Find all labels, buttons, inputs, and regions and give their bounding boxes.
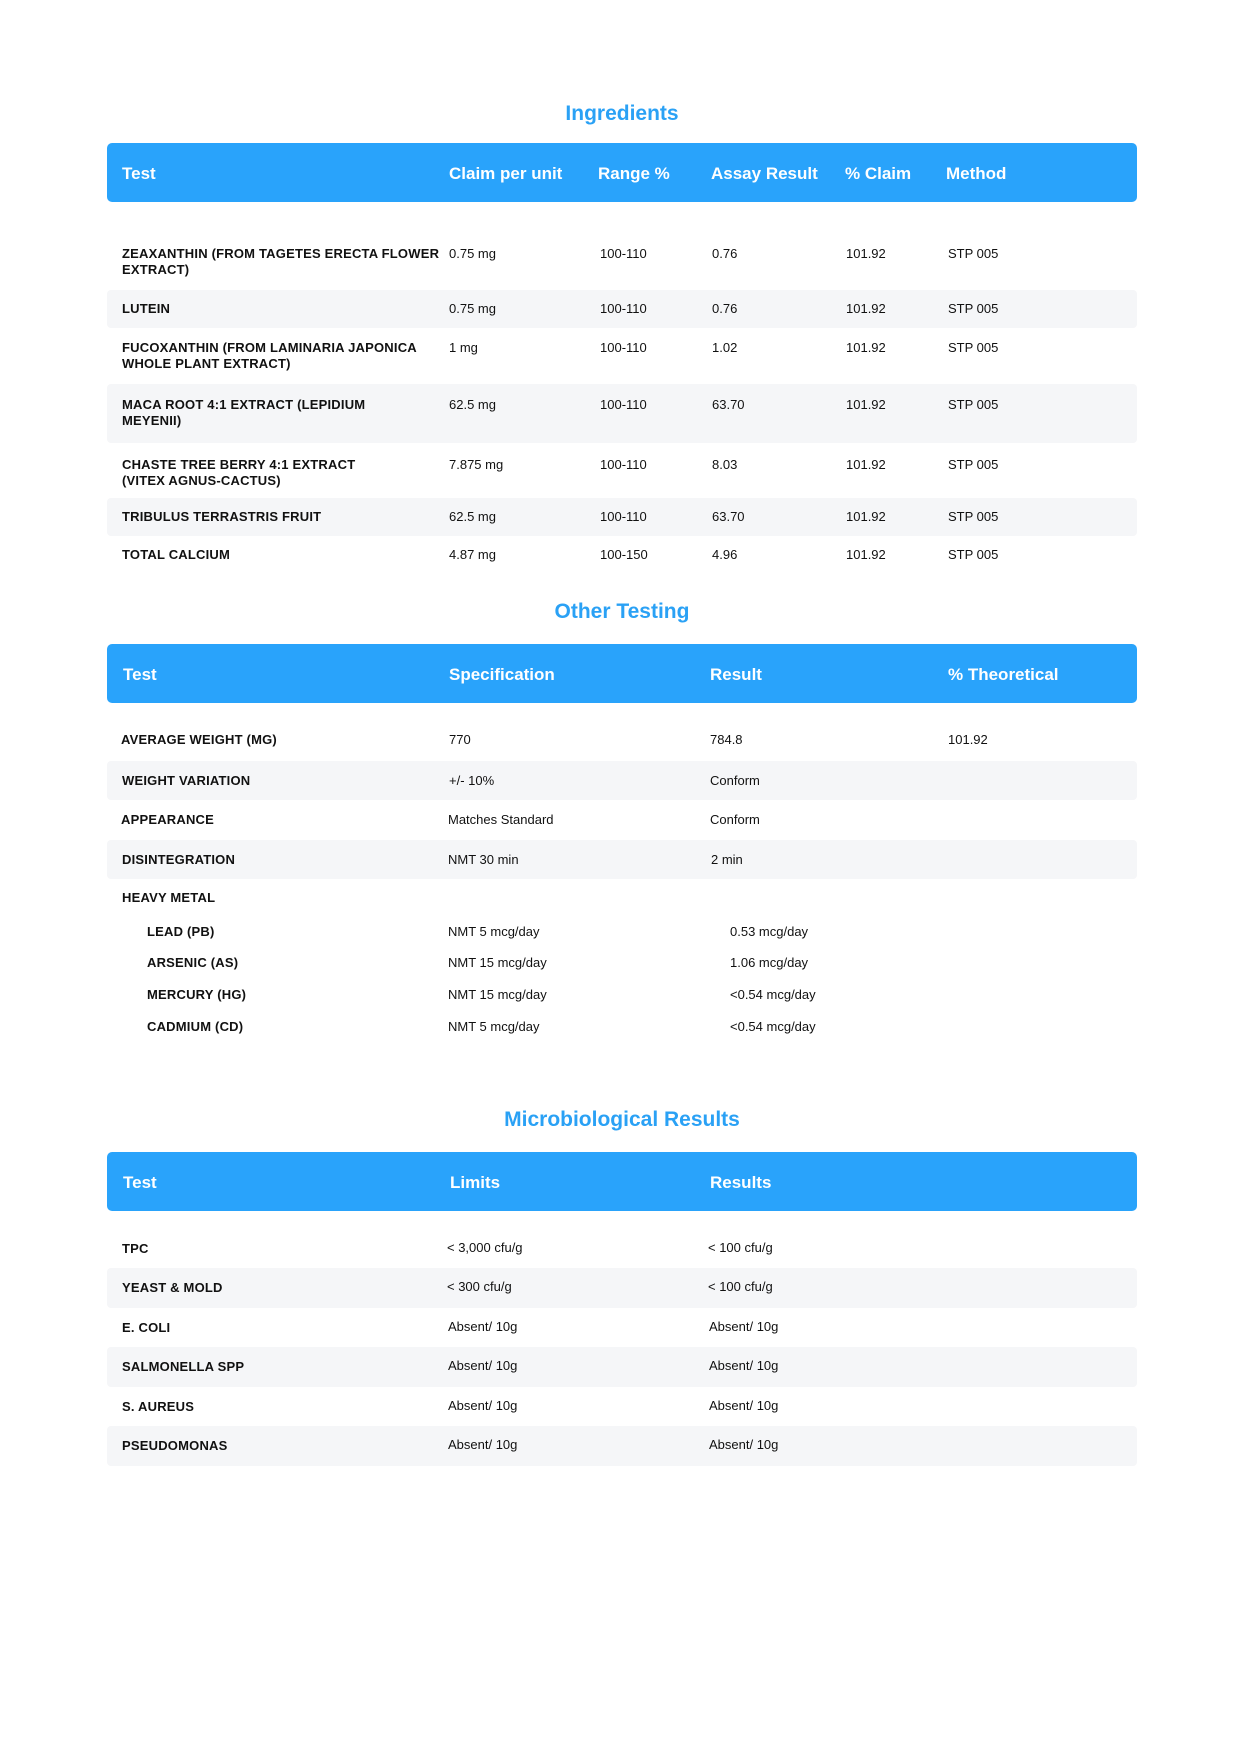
range: 100-110 <box>600 457 647 472</box>
other-testing-section <box>107 600 1137 1060</box>
result: < 100 cfu/g <box>708 1279 773 1294</box>
microbiological-title: Microbiological Results <box>504 1108 740 1131</box>
result: Absent/ 10g <box>709 1358 779 1373</box>
table-row <box>107 1268 1137 1308</box>
claim-per-unit: 7.875 mg <box>449 457 504 472</box>
heavy-metal-name: CADMIUM (CD) <box>147 1019 244 1034</box>
claim-per-unit: 0.75 mg <box>449 246 496 261</box>
heavy-metal-result: 1.06 mcg/day <box>730 955 809 970</box>
limit: Absent/ 10g <box>448 1358 518 1373</box>
table-row <box>107 1426 1137 1466</box>
table-row <box>107 1230 1137 1268</box>
table-row <box>107 498 1137 536</box>
limit: < 300 cfu/g <box>447 1279 512 1294</box>
col-result: Result <box>710 665 762 684</box>
result: 2 min <box>711 852 743 867</box>
assay-result: 63.70 <box>712 509 745 524</box>
specification: +/- 10% <box>449 773 495 788</box>
heavy-metal-row <box>107 917 1137 949</box>
heavy-metal-name: MERCURY (HG) <box>147 987 247 1002</box>
col-limits: Limits <box>450 1173 501 1192</box>
table-row <box>107 840 1137 879</box>
ingredient-name: MACA ROOT 4:1 EXTRACT (LEPIDIUM MEYENII) <box>122 397 366 428</box>
method: STP 005 <box>948 246 999 261</box>
heavy-metal-result: 0.53 mcg/day <box>730 924 809 939</box>
test-name: DISINTEGRATION <box>122 852 236 867</box>
assay-result: 63.70 <box>712 397 745 412</box>
table-row <box>107 1387 1137 1426</box>
assay-result: 0.76 <box>712 246 738 261</box>
heavy-metal-row <box>107 949 1137 981</box>
col-test: Test <box>123 665 157 684</box>
heavy-metal-result: <0.54 mcg/day <box>730 987 816 1002</box>
limit: Absent/ 10g <box>448 1437 518 1452</box>
test-name: HEAVY METAL <box>122 890 216 905</box>
test-name: PSEUDOMONAS <box>122 1438 228 1453</box>
range: 100-150 <box>600 547 648 562</box>
table-row <box>107 800 1137 840</box>
claim-per-unit: 0.75 mg <box>449 301 496 316</box>
test-name: E. COLI <box>122 1320 171 1335</box>
percent-theoretical: 101.92 <box>948 732 988 747</box>
heavy-metal-name: LEAD (PB) <box>147 924 215 939</box>
col-test: Test <box>123 1173 157 1192</box>
specification: Matches Standard <box>448 812 554 827</box>
result: < 100 cfu/g <box>708 1240 773 1255</box>
ingredients-title: Ingredients <box>565 102 679 125</box>
table-row <box>107 879 1137 917</box>
claim-per-unit: 62.5 mg <box>449 509 496 524</box>
table-row <box>107 761 1137 800</box>
range: 100-110 <box>600 340 647 355</box>
specification: 770 <box>449 732 471 747</box>
claim-per-unit: 1 mg <box>449 340 478 355</box>
result: Absent/ 10g <box>709 1319 779 1334</box>
range: 100-110 <box>600 246 647 261</box>
heavy-metal-spec: NMT 5 mcg/day <box>448 1019 540 1034</box>
method: STP 005 <box>948 509 999 524</box>
microbiological-header <box>107 1152 1137 1211</box>
table-row <box>107 328 1137 384</box>
assay-result: 0.76 <box>712 301 738 316</box>
table-row <box>107 536 1137 574</box>
result: 784.8 <box>710 732 743 747</box>
range: 100-110 <box>600 509 647 524</box>
table-row <box>107 443 1137 498</box>
method: STP 005 <box>948 457 999 472</box>
test-name: TPC <box>122 1241 149 1256</box>
assay-result: 8.03 <box>712 457 738 472</box>
col-percent-theoretical: % Theoretical <box>948 665 1059 684</box>
heavy-metal-result: <0.54 mcg/day <box>730 1019 816 1034</box>
ingredient-name: TOTAL CALCIUM <box>122 547 231 562</box>
percent-claim: 101.92 <box>846 457 886 472</box>
table-row <box>107 230 1137 278</box>
claim-per-unit: 62.5 mg <box>449 397 496 412</box>
ingredient-name: FUCOXANTHIN (FROM LAMINARIA JAPONICA WHOLE PLANT EXTRACT) <box>122 340 417 371</box>
col-range: Range % <box>598 164 670 183</box>
other-testing-header <box>107 644 1137 703</box>
result: Absent/ 10g <box>709 1398 779 1413</box>
heavy-metal-row <box>107 981 1137 1013</box>
ingredient-name: CHASTE TREE BERRY 4:1 EXTRACT (VITEX AGNUS-CACTUS) <box>122 457 356 488</box>
method: STP 005 <box>948 397 999 412</box>
limit: < 3,000 cfu/g <box>447 1240 523 1255</box>
limit: Absent/ 10g <box>448 1398 518 1413</box>
col-results: Results <box>710 1173 772 1192</box>
result: Conform <box>710 773 760 788</box>
range: 100-110 <box>600 397 647 412</box>
assay-result: 4.96 <box>712 547 738 562</box>
ingredient-name: ZEAXANTHIN (FROM TAGETES ERECTA FLOWER EXTRACT) <box>122 246 440 277</box>
percent-claim: 101.92 <box>846 340 886 355</box>
heavy-metal-spec: NMT 15 mcg/day <box>448 987 547 1002</box>
test-name: S. AUREUS <box>122 1399 195 1414</box>
method: STP 005 <box>948 301 999 316</box>
ingredient-name: TRIBULUS TERRASTRIS FRUIT <box>122 509 322 524</box>
heavy-metal-spec: NMT 5 mcg/day <box>448 924 540 939</box>
heavy-metal-spec: NMT 15 mcg/day <box>448 955 547 970</box>
col-assay-result: Assay Result <box>711 164 818 183</box>
microbiological-section <box>107 1108 1137 1468</box>
heavy-metal-name: ARSENIC (AS) <box>147 955 239 970</box>
result: Absent/ 10g <box>709 1437 779 1452</box>
limit: Absent/ 10g <box>448 1319 518 1334</box>
percent-claim: 101.92 <box>846 547 886 562</box>
col-specification: Specification <box>449 665 555 684</box>
col-percent-claim: % Claim <box>845 164 912 183</box>
percent-claim: 101.92 <box>846 509 886 524</box>
assay-result: 1.02 <box>712 340 738 355</box>
other-testing-title: Other Testing <box>554 600 690 623</box>
col-claim-per-unit: Claim per unit <box>449 164 563 183</box>
method: STP 005 <box>948 547 999 562</box>
test-name: APPEARANCE <box>121 812 215 827</box>
method: STP 005 <box>948 340 999 355</box>
percent-claim: 101.92 <box>846 246 886 261</box>
percent-claim: 101.92 <box>846 301 886 316</box>
table-row <box>107 290 1137 328</box>
table-row <box>107 384 1137 443</box>
col-method: Method <box>946 164 1007 183</box>
specification: NMT 30 min <box>448 852 519 867</box>
range: 100-110 <box>600 301 647 316</box>
table-row <box>107 1308 1137 1347</box>
test-name: SALMONELLA SPP <box>122 1359 245 1374</box>
percent-claim: 101.92 <box>846 397 886 412</box>
col-test: Test <box>122 164 156 183</box>
result: Conform <box>710 812 760 827</box>
table-row <box>107 1347 1137 1387</box>
table-row <box>107 724 1137 762</box>
claim-per-unit: 4.87 mg <box>449 547 496 562</box>
ingredient-name: LUTEIN <box>122 301 171 316</box>
test-name: YEAST & MOLD <box>122 1280 223 1295</box>
ingredients-section <box>107 100 1137 580</box>
ingredients-header <box>107 143 1137 202</box>
test-name: WEIGHT VARIATION <box>122 773 251 788</box>
heavy-metal-row <box>107 1013 1137 1045</box>
test-name: AVERAGE WEIGHT (MG) <box>121 732 277 747</box>
